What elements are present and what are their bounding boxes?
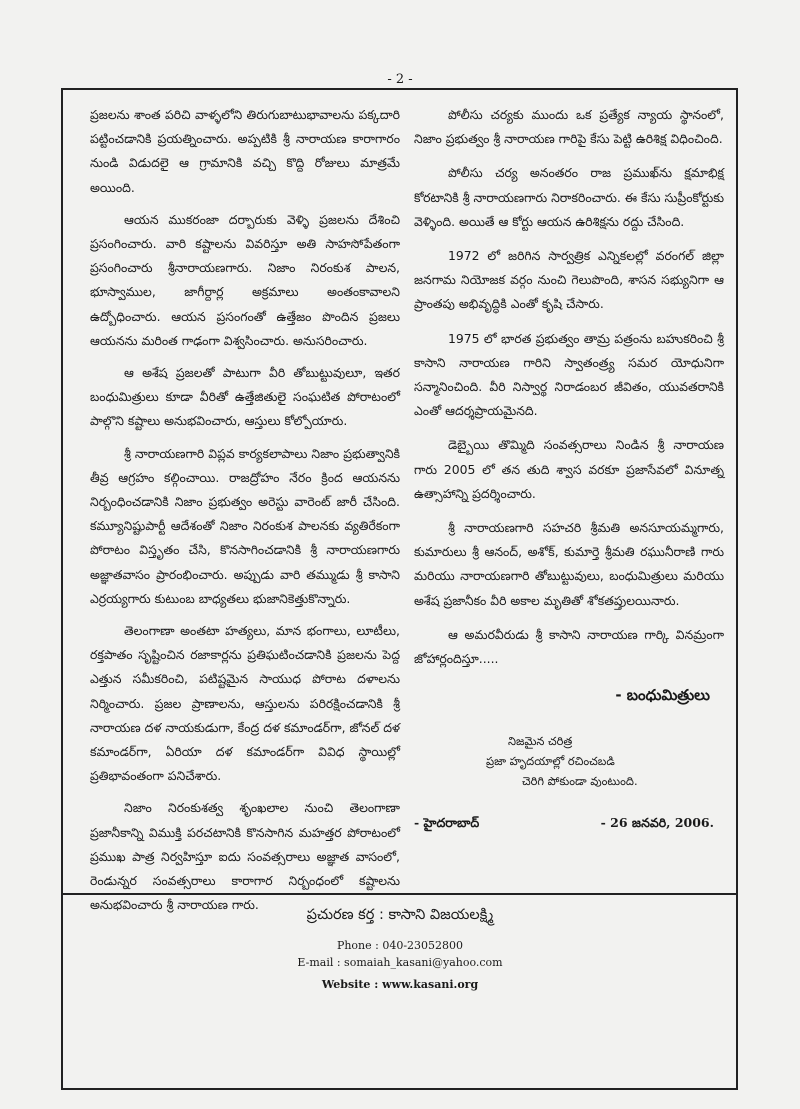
quote-line: నిజమైన చరిత్ర bbox=[508, 734, 573, 749]
paragraph: డెబ్బైయి తొమ్మిది సంవత్సరాలు నిండిన శ్రీ నారాయణ గారు 2005 లో తన తుది శ్వాస వరకూ ప్రజాసేవలో వినూత్న ఉత్సాహాన్ని ప్రదర్శించారు. bbox=[414, 437, 724, 501]
quote-line: చెరిగి పోకుండా వుంటుంది. bbox=[522, 774, 638, 789]
paragraph: ఆయన ముకరంజా దర్బారుకు వెళ్ళి ప్రజలను దేశించి ప్రసంగించారు. వారి కష్టాలను వివరిస్తూ అతి సాహసోపేతంగా ప్రసంగించారు శ్రీనారాయణగారు. నిజాం నిరంకుశ పాలన, భూస్వాముల, జాగీర్దార్ల అక్రమాలు అంతంకావాలని ఉద్బోధించారు. ఆయన ప్రసంగంతో ఉత్తేజం పొందిన ప్రజలు ఆయనను మరింత గాఢంగా విశ్వసించారు. అనుసరించారు. bbox=[90, 211, 400, 348]
publisher: ప్రచురణ కర్త : కాసాని విజయలక్ష్మి bbox=[306, 907, 494, 923]
paragraph: శ్రీ నారాయణగారి విప్లవ కార్యకలాపాలు నిజాం ప్రభుత్వానికి తీవ్ర ఆగ్రహం కల్గించాయి. రాజద్రోహం నేరం క్రింద ఆయనను నిర్బంధించడానికి నిజాం ప్రభుత్వం అరెస్టు వారెంట్ జారీ చేసింది. కమ్యూనిష్టుపార్టీ ఆదేశంతో నిజాం నిరంకుశ పాలనకు వ్యతిరేకంగా పోరాటం విస్తృతం చేసి, కొనసాగించడానికి శ్రీ నారాయణగారు అజ్ఞాతవాసం ప్రారంభించారు. అప్పుడు వారి తమ్ముడు శ్రీ కాసాని ఎర్రయ్యగారు కుటుంబ బాధ్యతలు భుజానికెత్తుకొన్నారు. bbox=[90, 445, 400, 606]
paragraph: నిజాం నిరంకుశత్వ శృంఖలాల నుంచి తెలంగాణా ప్రజానీకాన్ని విముక్తి పరచటానికి కొనసాగిన మహత్తర పోరాటంలో ప్రముఖ పాత్ర నిర్వహిస్తూ ఐదు సంవత్సరాలు అజ్ఞాత వాసంలో, రెండున్నర సంవత్సరాలు కారాగార నిర్బంధంలో కష్టాలను అనుభవించారు శ్రీ నారాయణ గారు. bbox=[90, 800, 400, 913]
paragraph: ప్రజలను శాంత పరిచి వాళ్ళలోని తిరుగుబాటుభావాలను పక్కదారి పట్టించడానికి ప్రయత్నించారు. అప్పటికి శ్రీ నారాయణ కారాగారం నుండి విడుదలై ఆ గ్రామానికి వచ్చి కొద్ది రోజులు మాత్రమే అయింది. bbox=[90, 107, 400, 195]
paragraph: 1975 లో భారత ప్రభుత్వం తామ్ర పత్రంను బహుకరించి శ్రీ కాసాని నారాయణ గారిని స్వాతంత్ర్య సమర యోధునిగా సన్మానించింది. వీరి నిస్వార్థ నిరాడంబర జీవితం, యువతరానికి ఎంతో ఆదర్శప్రాయమైనది. bbox=[414, 330, 724, 419]
page-number: - 2 - bbox=[387, 72, 413, 87]
date: - 26 జనవరి, 2006. bbox=[600, 815, 714, 831]
paragraph: ఆ అమరవీరుడు శ్రీ కాసాని నారాయణ గార్కి వినమ్రంగా జోహార్లందిస్తూ..... bbox=[414, 626, 724, 667]
website[interactable]: Website : www.kasani.org bbox=[321, 978, 479, 991]
paragraph: 1972 లో జరిగిన సార్వత్రిక ఎన్నికలల్లో వరంగల్ జిల్లా జనగామ నియోజక వర్గం నుంచి గెలుపొంది, శాసన సభ్యునిగా ఆ ప్రాంతపు అభివృద్ధికి ఎంతో కృషి చేసారు. bbox=[414, 248, 724, 312]
email[interactable]: E-mail : somaiah_kasani@yahoo.com bbox=[297, 956, 503, 969]
paragraph: ఆ అశేష ప్రజలతో పాటుగా వీరి తోబుట్టువులూ, ఇతర బంధుమిత్రులు కూడా వీరితో ఉత్తేజితులై సంఘటిత పోరాటంలో పాల్గొని కష్టాలు అనుభవించారు, ఆస్తులు కోల్పోయారు. bbox=[90, 365, 400, 429]
left-column bbox=[90, 103, 400, 926]
phone: Phone : 040-23052800 bbox=[336, 939, 464, 952]
place: - హైదరాబాద్ bbox=[414, 815, 480, 831]
quote-line: ప్రజా హృదయాల్లో రచించబడి bbox=[486, 754, 615, 769]
quote-block bbox=[486, 731, 724, 791]
place-date-line bbox=[414, 811, 724, 835]
right-column bbox=[414, 103, 724, 836]
paragraph: పోలీసు చర్యకు ముందు ఒక ప్రత్యేక న్యాయ స్థానంలో, నిజాం ప్రభుత్వం శ్రీ నారాయణ గారిపై కేసు పెట్టి ఉరిశిక్ష విధించింది. bbox=[414, 107, 724, 147]
divider bbox=[61, 893, 738, 895]
paragraph: శ్రీ నారాయణగారి సహచరి శ్రీమతి అనసూయమ్మగారు, కుమారులు శ్రీ ఆనంద్, అశోక్, కుమార్తె శ్రీమతి రఘునీరాణి గారు మరియు నారాయణగారి తోబుట్టువులు, బంధుమిత్రులు మరియు అశేష ప్రజానీకం వీరి అకాల మృతితో శోకతప్తులయినారు. bbox=[414, 520, 724, 608]
paragraph: పోలీసు చర్య అనంతరం రాజ ప్రముఖ్‌ను క్షమాభిక్ష కోరటానికి శ్రీ నారాయణగారు నిరాకరించారు. ఈ కేసు సుప్రీంకోర్టుకు వెళ్ళింది. అయితే ఆ కోర్టు ఆయన ఉరిశిక్షను రద్దు చేసింది. bbox=[414, 165, 724, 229]
signature: - బంధుమిత్రులు bbox=[615, 686, 710, 705]
paragraph: తెలంగాణా అంతటా హత్యలు, మాన భంగాలు, లూటీలు, రక్తపాతం సృష్టించిన రజాకార్లను ప్రతిఘటించడానికి ప్రజలను పెద్ద ఎత్తున సమీకరించి, పటిష్టమైన సాయుధ పోరాట దళాలను నిర్మించారు. ప్రజల ప్రాణాలను, ఆస్తులను పరిరక్షించడానికి శ్రీ నారాయణ దళ నాయకుడుగా, కేంద్ర దళ కమాండర్‌గా, జోనల్ దళ కమాండర్‌గా, ఏరియా దళ కమాండర్‌గా వివిధ స్థాయిల్లో ప్రతిభావంతంగా పనిచేశారు. bbox=[90, 623, 400, 784]
